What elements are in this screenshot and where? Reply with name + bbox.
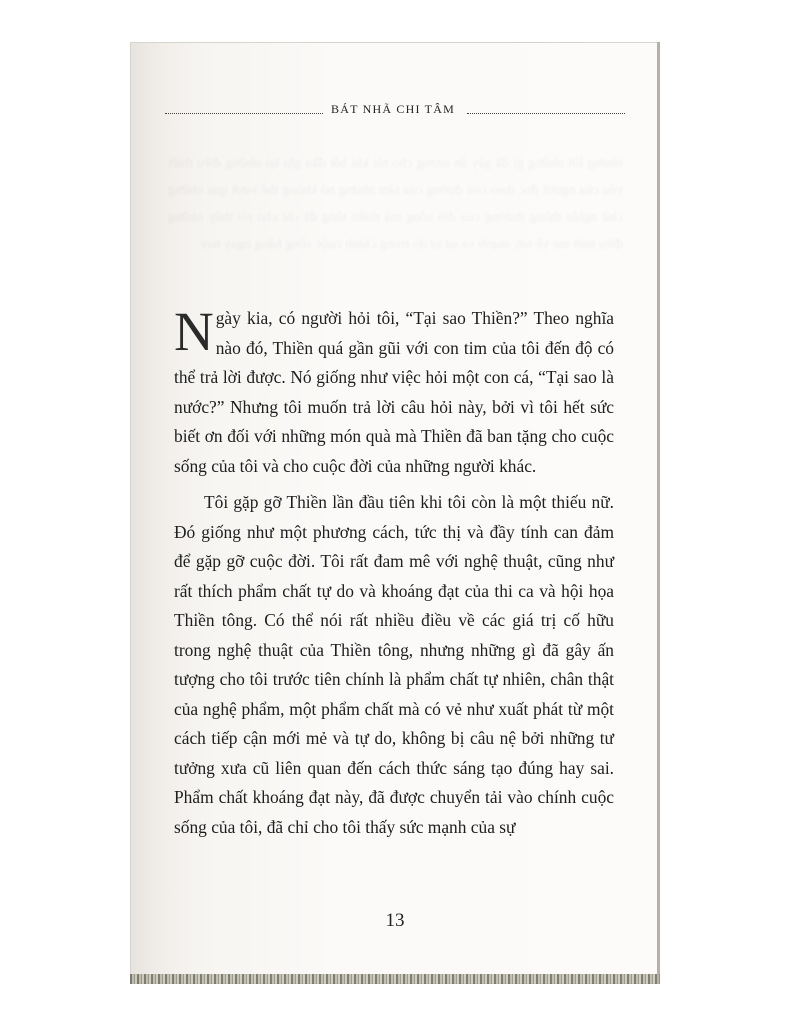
drop-cap: N bbox=[174, 301, 214, 362]
paragraph-1 bbox=[174, 301, 614, 481]
page-number: 13 bbox=[385, 910, 405, 931]
header-title: BÁT NHÃ CHI TÂM bbox=[331, 102, 455, 116]
paragraph-2: Tôi gặp gỡ Thiền lần đầu tiên khi tôi còn là một thiếu nữ. Đó giống như một phương cách, tức thị và đầy tính can đảm để gặp gỡ cuộc đời. Tôi rất đam mê với nghệ thuật, cũng như rất thích phẩm chất tự do và khoáng đạt của thi ca và hội họa Thiền tông. Có thể nói rất nhiều điều về các giá trị cố hữu trong nghệ thuật của Thiền tông, nhưng những gì đã gây ấn tượng cho tôi trước tiên chính là phẩm chất tự nhiên, chân thật của nghệ phẩm, một phẩm chất mà có vẻ như xuất phát từ một cách tiếp cận mới mẻ và tự do, không bị câu nệ bởi những tư tưởng xưa cũ liên quan đến cách thức sáng tạo đúng hay sai. Phẩm chất khoáng đạt này, đã được chuyển tải vào chính cuộc sống của tôi, đã chỉ cho tôi thấy sức mạnh của sự bbox=[174, 492, 614, 837]
bleed-through-text: nhưng lời những gì đã gây ấn tượng cho tôi khi bắt đầu ghi lại những điều thiết yếu của người đọc theo con đường của tâm nhưng nó không thể vượt qua những chữ nghĩa thông thường của đời sống mà thiền tông đã chỉ cho tôi thấy những điều mới mẻ về sức mạnh và sự tự do trong chính cuộc sống hằng ngày này bbox=[168, 156, 623, 252]
paragraph-1-text: gày kia, có người hỏi tôi, “Tại sao Thiền?” Theo nghĩa nào đó, Thiền quá gần gũi với con tim của tôi đến độ có thể trả lời được. Nó giống như việc hỏi một con cá, “Tại sao là nước?” Nhưng tôi muốn trả lời câu hỏi này, bởi vì tôi hết sức biết ơn đối với những món quà mà Thiền đã ban tặng cho cuộc sống của tôi và cho cuộc đời của những người khác. bbox=[174, 308, 614, 476]
running-header bbox=[165, 102, 625, 117]
book-page bbox=[130, 42, 660, 984]
page-right-edge bbox=[657, 42, 660, 984]
body-text bbox=[174, 301, 614, 842]
header-leader-dots-left bbox=[165, 113, 323, 114]
header-leader-dots-right bbox=[467, 113, 625, 114]
